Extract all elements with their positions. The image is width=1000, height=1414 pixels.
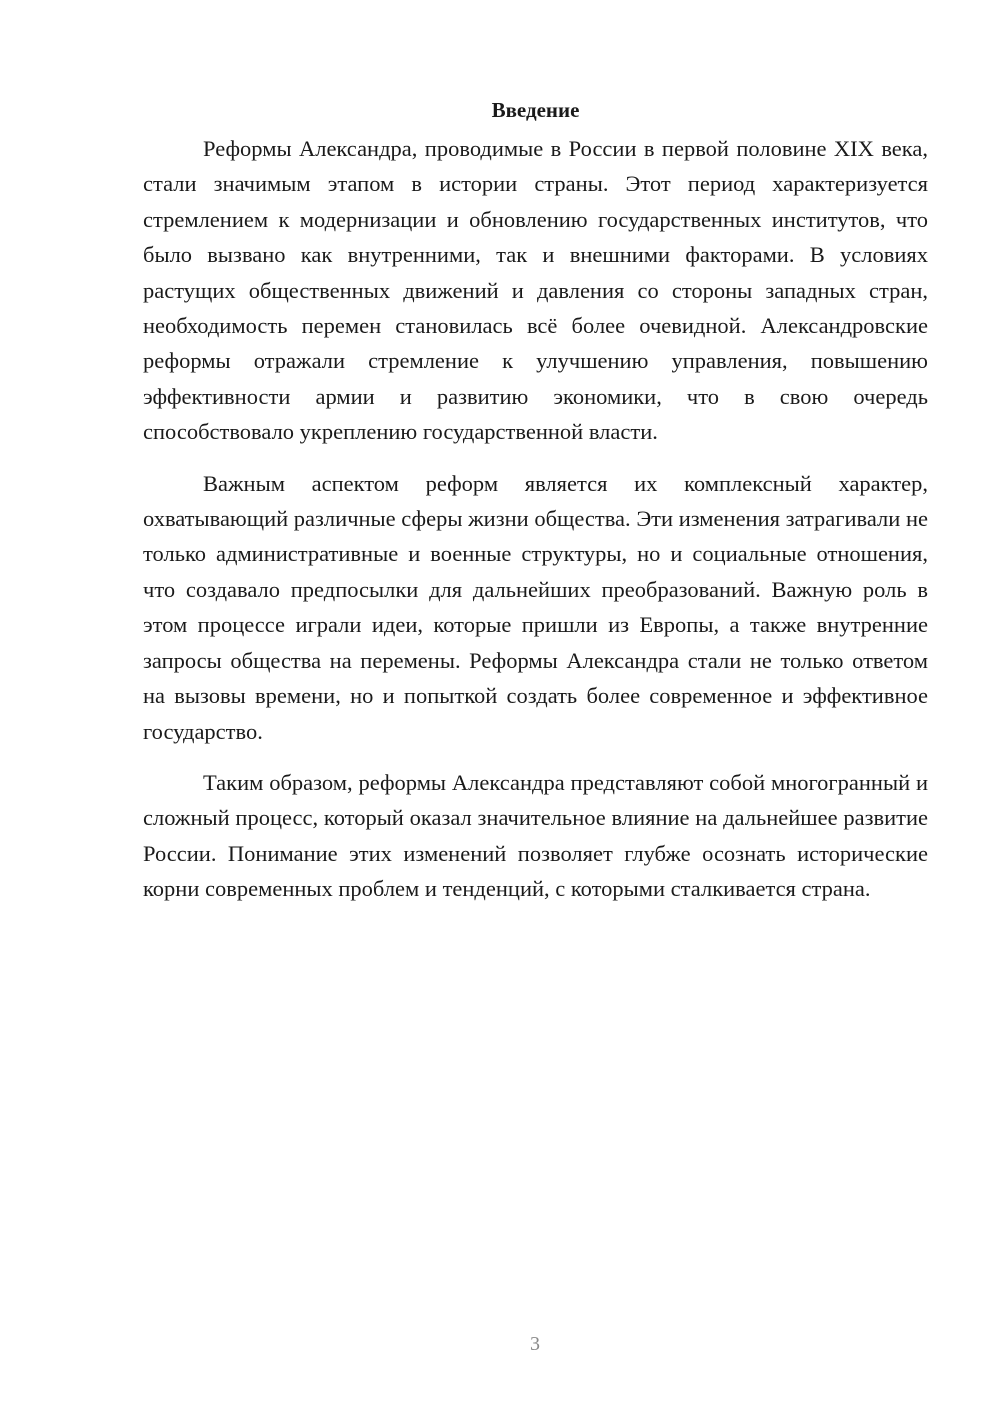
section-heading: Введение	[491, 98, 580, 122]
paragraph-2: Важным аспектом реформ является их комплексный характер, охватывающий различные сферы жизни общества. Эти изменения затрагивали не только административные и военные структуры, но и социальные отношения, что создавало предпосылки для дальнейших преобразований. Важную роль в этом процессе играли идеи, которые пришли из Европы, а также внутренние запросы общества на перемены. Реформы Александра стали не только ответом на вызовы времени, но и попыткой создать более современное и эффективное государство.	[143, 470, 928, 744]
page-content	[143, 92, 928, 923]
paragraph-3: Таким образом, реформы Александра представляют собой многогранный и сложный процесс, который оказал значительное влияние на дальнейшее развитие России. Понимание этих изменений позволяет глубже осознать исторические корни современных проблем и тенденций, с которыми сталкивается страна.	[143, 769, 928, 902]
paragraph-1: Реформы Александра, проводимые в России в первой половине XIX века, стали значимым этапом в истории страны. Этот период характеризуется стремлением к модернизации и обновлению государственных институтов, что было вызвано как внутренними, так и внешними факторами. В условиях растущих общественных движений и давления со стороны западных стран, необходимость перемен становилась всё более очевидной. Александровские реформы отражали стремление к улучшению управления, повышению эффективности армии и развитию экономики, что в свою очередь способствовало укреплению государственной власти.	[143, 136, 928, 445]
page-number: 3	[530, 1333, 540, 1355]
